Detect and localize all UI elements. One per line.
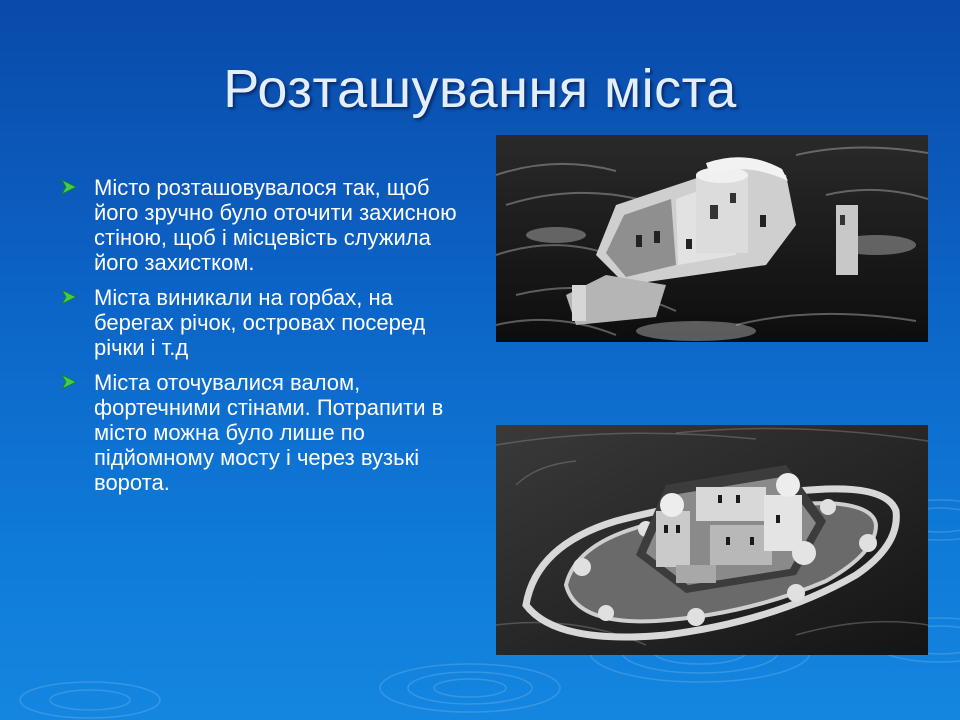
bullet-text: Міста виникали на горбах, на берегах річок, островах посеред річки і т.д bbox=[94, 285, 426, 360]
bullet-item bbox=[58, 175, 473, 275]
arrowhead-bullet-icon bbox=[60, 179, 78, 195]
arrowhead-bullet-icon bbox=[60, 374, 78, 390]
castle-ruin-photo bbox=[496, 135, 928, 342]
bullet-list bbox=[58, 175, 473, 505]
slide-title: Розташування міста bbox=[223, 59, 737, 119]
bullet-text: Міста оточувалися валом, фортечними стінами. Потрапити в місто можна було лише по підйомному мосту і через вузькі ворота. bbox=[94, 370, 444, 495]
bullet-item bbox=[58, 285, 473, 360]
bullet-text: Місто розташовувалося так, щоб його зручно було оточити захисною стіною, щоб і місцевість служила його захистком. bbox=[94, 175, 457, 275]
arrowhead-bullet-icon bbox=[60, 289, 78, 305]
bullet-item bbox=[58, 370, 473, 495]
fortress-aerial-photo bbox=[496, 425, 928, 655]
